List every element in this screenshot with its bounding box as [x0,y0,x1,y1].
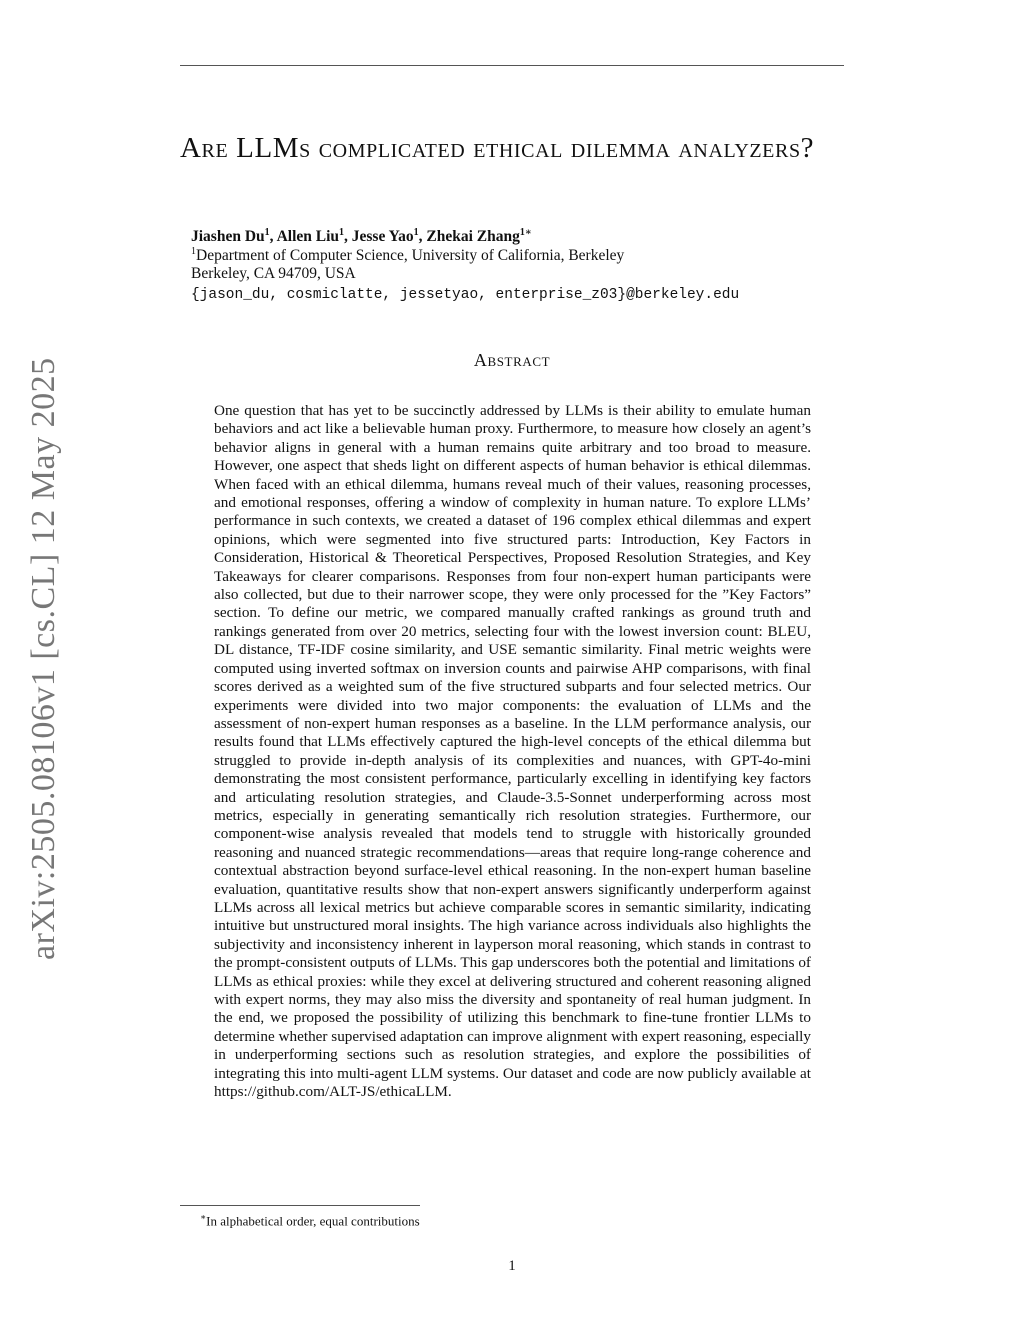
page-number: 1 [508,1258,516,1274]
footnote-marker: ∗ [200,1212,207,1222]
affiliation-mark: 1 [191,245,196,257]
author-name: Zhekai Zhang [426,228,520,245]
author-name: Jiashen Du [191,228,265,245]
paper-title: Are LLMs complicated ethical dilemma analyzers? [180,132,815,164]
author-affiliation-mark: 1∗ [519,226,532,238]
abstract-heading: Abstract [473,350,551,370]
author-location: Berkeley, CA 94709, USA [191,265,356,282]
author-names: Jiashen Du$^1$, Allen Liu$^1$, Jesse Yao$^1$, Zhekai Zhang$^{1∗}$ [191,226,532,245]
affiliation [191,247,851,266]
affiliation-text: Department of Computer Science, University of California, Berkeley [196,246,625,264]
author-emails: {jason_du, cosmiclatte, jessetyao, enterprise_z03}@berkeley.edu [191,286,740,303]
author-affiliation-mark: 1 [264,226,270,238]
footnote-rule [180,1205,420,1206]
footnote-text: In alphabetical order, equal contributions [206,1213,420,1229]
author-affiliation-mark: 1 [339,226,345,238]
author-affiliation-mark: 1 [413,226,419,238]
top-rule [180,65,844,66]
footnote [200,1209,420,1229]
abstract-text: One question that has yet to be succinctly addressed by LLMs is their ability to emulate human behaviors and act like a believable human proxy. Furthermore, to measure how closely an agent’s behavior aligns in general with a human remains quite arbitrary and too broad to measure. However, one aspect that sheds light on different aspects of human behavior is ethical dilemmas. When faced with an ethical dilemma, humans reveal much of their values, reasoning processes, and emotional responses, offering a window of complexity in human nature. To explore LLMs’ performance in such contexts, we created a dataset of 196 complex ethical dilemmas and expert opinions, which were segmented into five structured parts: Introduction, Key Factors in Consideration, Historical & Theoretical Perspectives, Proposed Resolution Strategies, and Key Takeaways for clearer comparisons. Responses from four non-expert human participants were also collected, but due to their narrower scope, they were only processed for the ”Key Factors” section. To define our metric, we compared manually crafted rankings as ground truth and rankings generated from over 20 metrics, selecting four with the lowest inversion count: BLEU, DL distance, TF-IDF cosine similarity, and USE semantic similarity. Final metric weights were computed using inverted softmax on inversion counts and pairwise AHP comparisons, with final scores derived as a weighted sum of the five structured subparts and four selected metrics. Our experiments were divided into two major components: the evaluation of LLMs and the assessment of non-expert human responses as a baseline. In the LLM performance analysis, our results found that LLMs effectively captured the high-level concepts of the ethical dilemma but struggled to provide in-depth analysis of its complexities and nuances, with GPT-4o-mini demonstrating the most consistent performance, particularly excelling in identifying key factors and articulating resolution strategies, and Claude-3.5-Sonnet underperforming across most metrics, especially in generating semantically rich resolution strategies. Furthermore, our component-wise analysis revealed that models tend to struggle with historically grounded reasoning and nuanced strategic recommendations—areas that require long-range coherence and contextual abstraction beyond surface-level ethical reasoning. In the non-expert human baseline evaluation, quantitative results show that non-expert answers significantly underperform against LLMs across all lexical metrics but achieve comparable scores in semantic similarity, indicating intuitive but unstructured moral insights. The high variance across individuals also highlights the subjectivity and inconsistency inherent in layperson moral reasoning, which stands in contrast to the prompt-consistent outputs of LLMs. This gap underscores both the potential and limitations of LLMs as ethical proxies: while they excel at delivering structured and coherent reasoning aligned with expert norms, they may also miss the diversity and spontaneity of real human judgment. In the end, we proposed the possibility of utilizing this benchmark to fine-tune frontier LLMs to determine whether supervised adaptation can improve alignment with expert reasoning, especially in underperforming sections such as resolution strategies, and explore the possibilities of integrating this into multi-agent LLM systems. Our dataset and code are now publicly available at https://github.com/ALT-JS/ethicaLLM. [214,402,811,1101]
author-block [191,228,851,304]
author-name: Allen Liu [276,228,340,245]
arxiv-identifier: arXiv:2505.08106v1 [cs.CL] 12 May 2025 [25,357,62,960]
author-name: Jesse Yao [351,228,414,245]
